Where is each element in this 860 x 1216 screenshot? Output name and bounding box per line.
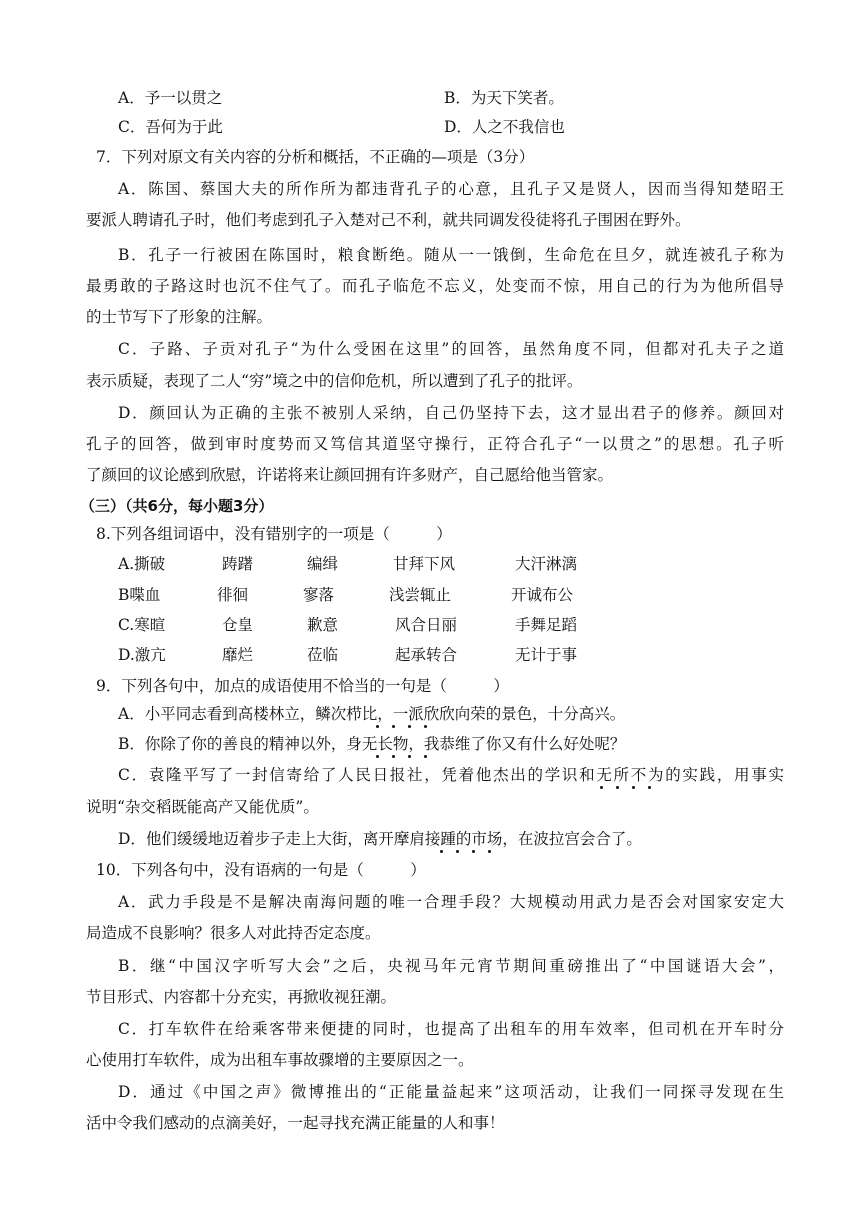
q8-cell: 仓皇 bbox=[222, 616, 254, 634]
q8-cell: 手舞足蹈 bbox=[515, 616, 578, 634]
q8-cell: 开诚布公 bbox=[511, 586, 574, 604]
q8-stem: 8.下列各组词语中，没有错别字的一项是（ ） bbox=[96, 525, 452, 543]
q7-option-b-line1: B．孔子一行被困在陈国时，粮食断绝。随从一一饿倒，生命危在旦夕，就连被孔子称为 bbox=[118, 246, 784, 264]
q7-option-b-line3: 的士节写下了形象的注解。 bbox=[86, 308, 273, 326]
q7-option-c-line1: C．子路、子贡对孔子“为什么受困在这里”的回答，虽然角度不同，但都对孔夫子之道 bbox=[118, 340, 784, 358]
q8-cell: 大汗淋漓 bbox=[515, 555, 578, 573]
q6-option-a: A．予一以贯之 bbox=[118, 89, 223, 107]
q9-stem: 9．下列各句中，加点的成语使用不恰当的一句是（ ） bbox=[96, 677, 509, 695]
q8-cell: D.激亢 bbox=[118, 646, 166, 664]
q6-option-d: D．人之不我信也 bbox=[444, 118, 565, 136]
q8-cell: 浅尝辄止 bbox=[389, 586, 452, 604]
q7-option-c-line2: 表示质疑，表现了二人“穷”境之中的信仰危机，所以遭到了孔子的批评。 bbox=[86, 372, 583, 390]
q8-cell: 莅临 bbox=[307, 646, 339, 664]
q10-option-d-line2: 活中令我们感动的点滴美好，一起寻找充满正能量的人和事！ bbox=[86, 1114, 505, 1132]
q10-option-a-line2: 局造成不良影响？很多人对此持否定态度。 bbox=[86, 924, 381, 942]
q7-option-a-line1: A．陈国、蔡国大夫的所作所为都违背孔子的心意，且孔子又是贤人，因而当得知楚昭王 bbox=[118, 180, 784, 198]
q7-option-d-line2: 孔子的回答，做到审时度势而又笃信其道坚守操行，正符合孔子“一以贯之”的思想。孔子听 bbox=[86, 435, 784, 453]
q10-option-d-line1: D．通过《中国之声》微博推出的“正能量益起来”这项活动，让我们一同探寻发现在生 bbox=[118, 1083, 784, 1101]
q9-option-b: B．你除了你的善良的精神以外，身无长物，我恭维了你又有什么好处呢？ bbox=[118, 735, 626, 753]
q8-cell: 徘徊 bbox=[217, 586, 249, 604]
q7-option-d-line1: D．颜回认为正确的主张不被别人采纳，自己仍坚持下去，这才显出君子的修养。颜回对 bbox=[118, 404, 784, 422]
q8-cell: 编缉 bbox=[307, 555, 339, 573]
q8-cell: C.寒暄 bbox=[118, 616, 166, 634]
q8-cell: B喋血 bbox=[118, 586, 161, 604]
q9-option-d: D．他们缓缓地迈着步子走上大街，离开摩肩接踵的市场，在波拉宫会合了。 bbox=[118, 830, 642, 848]
q8-cell: 歉意 bbox=[307, 616, 339, 634]
q10-option-a-line1: A．武力手段是不是解决南海问题的唯一合理手段？大规模动用武力是否会对国家安定大 bbox=[118, 893, 784, 911]
q10-option-c-line1: C．打车软件在给乘客带来便捷的同时，也提高了出租车的用车效率，但司机在开车时分 bbox=[118, 1020, 784, 1038]
section-3-heading: （三）（共6分，每小题3分） bbox=[80, 497, 274, 515]
q8-cell: 起承转合 bbox=[395, 646, 458, 664]
q9-option-c-line1: C．袁隆平写了一封信寄给了人民日报社，凭着他杰出的学识和无所不为的实践，用事实 bbox=[118, 766, 784, 784]
q8-cell: 风合日丽 bbox=[395, 616, 458, 634]
q8-cell: 甘拜下风 bbox=[393, 555, 456, 573]
q7-option-d-line3: 了颜回的议论感到欣慰，许诺将来让颜回拥有许多财产，自己愿给他当管家。 bbox=[86, 466, 614, 484]
q8-cell: 无计于事 bbox=[515, 646, 578, 664]
q8-cell: 踌躇 bbox=[222, 555, 254, 573]
q7-stem: 7．下列对原文有关内容的分析和概括，不正确的—项是（3分） bbox=[96, 148, 535, 166]
q9-option-c-line2: 说明“杂交稻既能高产又能优质”。 bbox=[86, 798, 319, 816]
q7-option-a-line2: 要派人聘请孔子时，他们考虑到孔子入楚对己不利，就共同调发役徒将孔子围困在野外。 bbox=[86, 211, 691, 229]
q9-option-a: A．小平同志看到高楼林立，鳞次栉比，一派欣欣向荣的景色，十分高兴。 bbox=[118, 705, 626, 723]
q8-cell: 寥落 bbox=[303, 586, 335, 604]
q10-stem: 10．下列各句中，没有语病的一句是（ ） bbox=[96, 861, 426, 879]
q6-option-b: B．为天下笑者。 bbox=[444, 89, 564, 107]
q7-option-b-line2: 最勇敢的子路这时也沉不住气了。而孔子临危不忘义，处变而不惊，用自己的行为为他所倡导 bbox=[86, 277, 784, 295]
q8-cell: A.撕破 bbox=[118, 555, 166, 573]
q10-option-b-line2: 节目形式、内容都十分充实，再掀收视狂潮。 bbox=[86, 988, 397, 1006]
q10-option-c-line2: 心使用打车软件，成为出租车事故骤增的主要原因之一。 bbox=[86, 1051, 474, 1069]
q8-cell: 靡烂 bbox=[222, 646, 254, 664]
q10-option-b-line1: B．继“中国汉字听写大会”之后，央视马年元宵节期间重磅推出了“中国谜语大会”， bbox=[118, 957, 784, 975]
q6-option-c: C．吾何为于此 bbox=[118, 118, 223, 136]
